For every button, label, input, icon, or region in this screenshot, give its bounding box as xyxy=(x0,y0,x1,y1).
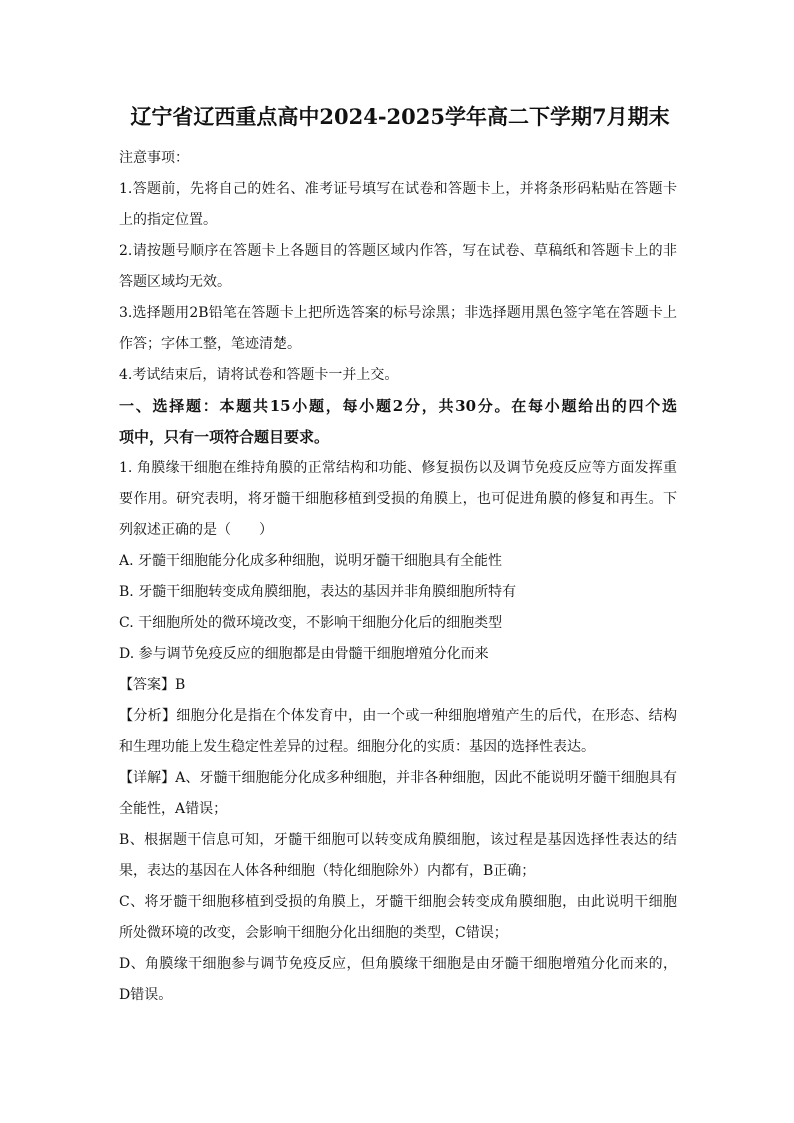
note-2-line-1: 2.请按题号顺序在答题卡上各题目的答题区域内作答，写在试卷、草稿纸和答题卡上的非 xyxy=(119,243,677,259)
answer-label: 【答案】B xyxy=(119,677,186,693)
detail-line-2: 全能性，A错误； xyxy=(119,801,228,817)
detail-line-6: 所处微环境的改变，会影响干细胞分化出细胞的类型，C错误； xyxy=(119,925,508,941)
analysis-line-1: 【分析】细胞分化是指在个体发育中，由一个或一种细胞增殖产生的后代，在形态、结构 xyxy=(119,708,677,724)
option-a: A. 牙髓干细胞能分化成多种细胞，说明牙髓干细胞具有全能性 xyxy=(119,553,503,569)
document-body xyxy=(119,143,677,1011)
note-2-line-2: 答题区域均无效。 xyxy=(119,274,231,290)
section-heading-line-1: 一、选择题：本题共15小题，每小题2分，共30分。在每小题给出的四个选 xyxy=(119,397,677,415)
document-title: 辽宁省辽西重点高中2024-2025学年高二下学期7月期末 xyxy=(130,104,670,129)
option-c: C. 干细胞所处的微环境改变，不影响干细胞分化后的细胞类型 xyxy=(119,615,503,631)
detail-line-1: 【详解】A、牙髓干细胞能分化成多种细胞，并非各种细胞，因此不能说明牙髓干细胞具有 xyxy=(119,770,677,786)
note-3-line-2: 作答；字体工整，笔迹清楚。 xyxy=(119,336,301,352)
detail-line-8: D错误。 xyxy=(119,987,173,1003)
option-b: B. 牙髓干细胞转变成角膜细胞，表达的基因并非角膜细胞所特有 xyxy=(119,584,517,600)
detail-line-5: C、将牙髓干细胞移植到受损的角膜上，牙髓干细胞会转变成角膜细胞，由此说明干细胞 xyxy=(119,894,677,910)
question-line-2: 要作用。研究表明，将牙髓干细胞移植到受损的角膜上，也可促进角膜的修复和再生。下 xyxy=(119,491,677,507)
question-line-1: 1. 角膜缘干细胞在维持角膜的正常结构和功能、修复损伤以及调节免疫反应等方面发挥重 xyxy=(119,460,677,476)
question-line-3: 列叙述正确的是（ ） xyxy=(119,522,273,538)
note-1-line-2: 上的指定位置。 xyxy=(119,212,217,228)
detail-line-3: B、根据题干信息可知，牙髓干细胞可以转变成角膜细胞，该过程是基因选择性表达的结 xyxy=(119,832,677,848)
notes-heading: 注意事项： xyxy=(119,150,189,166)
analysis-line-2: 和生理功能上发生稳定性差异的过程。细胞分化的实质：基因的选择性表达。 xyxy=(119,739,595,755)
option-d: D. 参与调节免疫反应的细胞都是由骨髓干细胞增殖分化而来 xyxy=(119,646,489,662)
note-1-line-1: 1.答题前，先将自己的姓名、准考证号填写在试卷和答题卡上，并将条形码粘贴在答题卡 xyxy=(119,181,677,197)
note-4-line-1: 4.考试结束后，请将试卷和答题卡一并上交。 xyxy=(119,367,399,383)
section-heading-line-2: 项中，只有一项符合题目要求。 xyxy=(119,428,330,446)
detail-line-7: D、角膜缘干细胞参与调节免疫反应，但角膜缘干细胞是由牙髓干细胞增殖分化而来的， xyxy=(119,956,677,972)
note-3-line-1: 3.选择题用2B铅笔在答题卡上把所选答案的标号涂黑；非选择题用黑色签字笔在答题卡上 xyxy=(119,305,677,321)
detail-line-4: 果，表达的基因在人体各种细胞（特化细胞除外）内都有，B正确； xyxy=(119,863,536,879)
